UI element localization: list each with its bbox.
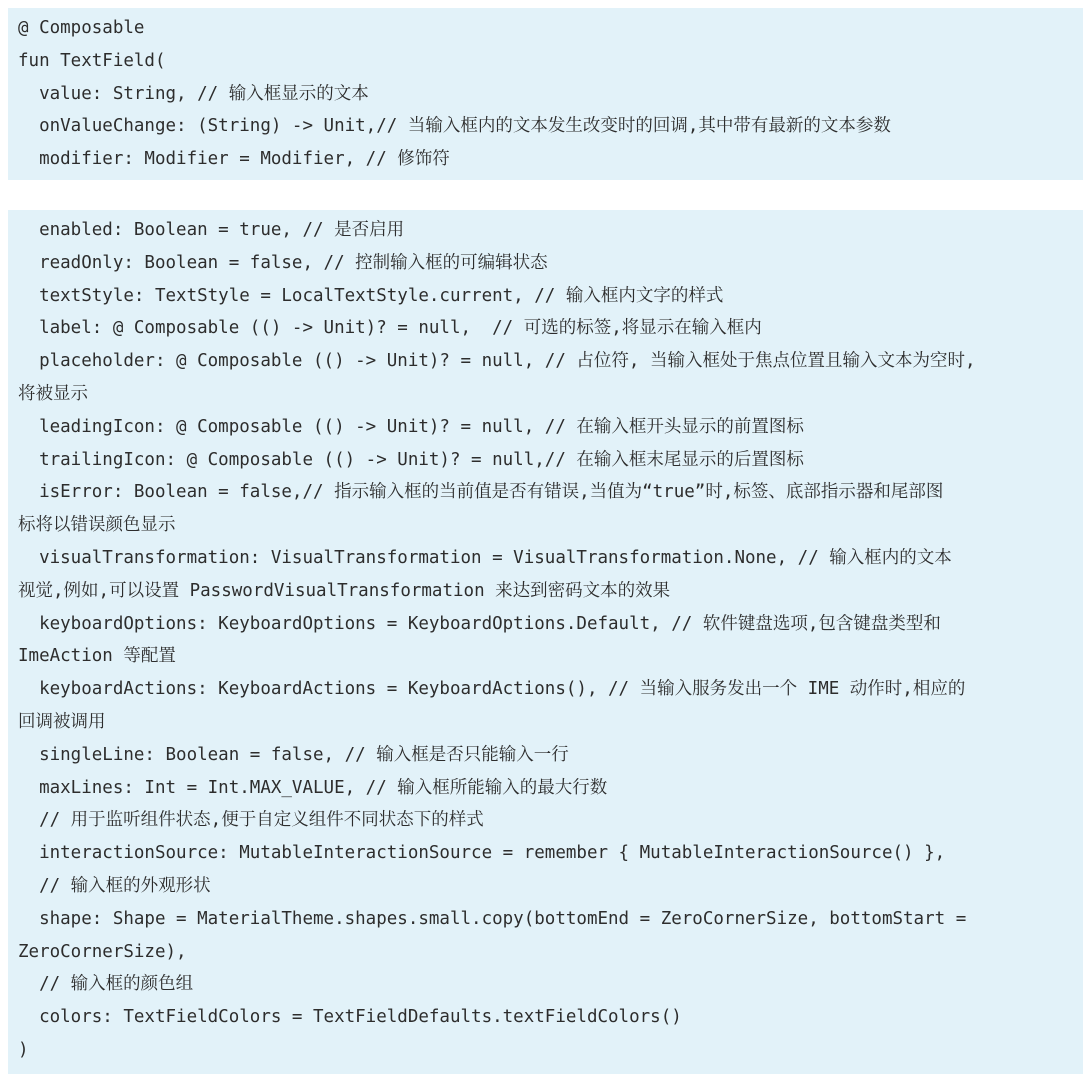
code-comment-line: // 用于监听组件状态,便于自定义组件不同状态下的样式	[18, 810, 484, 831]
code-line: keyboardActions: KeyboardActions = KeyboardActions(), // 当输入服务发出一个 IME 动作时,相应的	[18, 679, 966, 700]
code-line: modifier: Modifier = Modifier, // 修饰符	[18, 149, 450, 170]
code-line: isError: Boolean = false,// 指示输入框的当前值是否有错误,当值为“true”时,标签、底部指示器和尾部图	[18, 482, 944, 503]
code-line: keyboardOptions: KeyboardOptions = KeyboardOptions.Default, // 软件键盘选项,包含键盘类型和	[18, 613, 941, 634]
code-line: textStyle: TextStyle = LocalTextStyle.current, // 输入框内文字的样式	[18, 285, 724, 306]
code-line-continuation: 视觉,例如,可以设置 PasswordVisualTransformation 来达到密码文本的效果	[18, 580, 671, 601]
code-comment-line: // 输入框的颜色组	[18, 974, 194, 995]
code-line-closing-paren: )	[18, 1039, 29, 1060]
code-line: @ Composable	[18, 18, 145, 38]
code-line: onValueChange: (String) -> Unit,// 当输入框内的文本发生改变时的回调,其中带有最新的文本参数	[18, 116, 891, 137]
code-line: label: @ Composable (() -> Unit)? = null, // 可选的标签,将显示在输入框内	[18, 318, 762, 339]
code-line: interactionSource: MutableInteractionSource = remember { MutableInteractionSource() },	[18, 843, 946, 864]
code-line: colors: TextFieldColors = TextFieldDefaults.textFieldColors()	[18, 1007, 682, 1028]
code-line: shape: Shape = MaterialTheme.shapes.small.copy(bottomEnd = ZeroCornerSize, bottomStart =	[18, 908, 967, 929]
code-line: maxLines: Int = Int.MAX_VALUE, // 输入框所能输入的最大行数	[18, 777, 608, 798]
code-line: fun TextField(	[18, 50, 166, 71]
code-line: leadingIcon: @ Composable (() -> Unit)? = null, // 在输入框开头显示的前置图标	[18, 416, 804, 437]
code-block-bottom	[8, 210, 1083, 1074]
code-line: value: String, // 输入框显示的文本	[18, 83, 369, 104]
code-line-continuation: 标将以错误颜色显示	[18, 515, 176, 536]
code-block-top	[8, 8, 1083, 180]
code-line-continuation: 回调被调用	[18, 711, 106, 732]
code-line: trailingIcon: @ Composable (() -> Unit)? = null,// 在输入框末尾显示的后置图标	[18, 449, 804, 470]
code-line: visualTransformation: VisualTransformation = VisualTransformation.None, // 输入框内的文本	[18, 547, 952, 568]
code-line: readOnly: Boolean = false, // 控制输入框的可编辑状态	[18, 252, 548, 273]
code-line-continuation: ZeroCornerSize),	[18, 941, 187, 962]
code-line-continuation: ImeAction 等配置	[18, 646, 176, 667]
code-line: singleLine: Boolean = false, // 输入框是否只能输入一行	[18, 744, 569, 765]
code-line-continuation: 将被显示	[18, 383, 88, 404]
code-line: enabled: Boolean = true, // 是否启用	[18, 220, 405, 240]
code-line: placeholder: @ Composable (() -> Unit)? = null, // 占位符, 当输入框处于焦点位置且输入文本为空时,	[18, 351, 976, 372]
code-comment-line: // 输入框的外观形状	[18, 875, 211, 896]
